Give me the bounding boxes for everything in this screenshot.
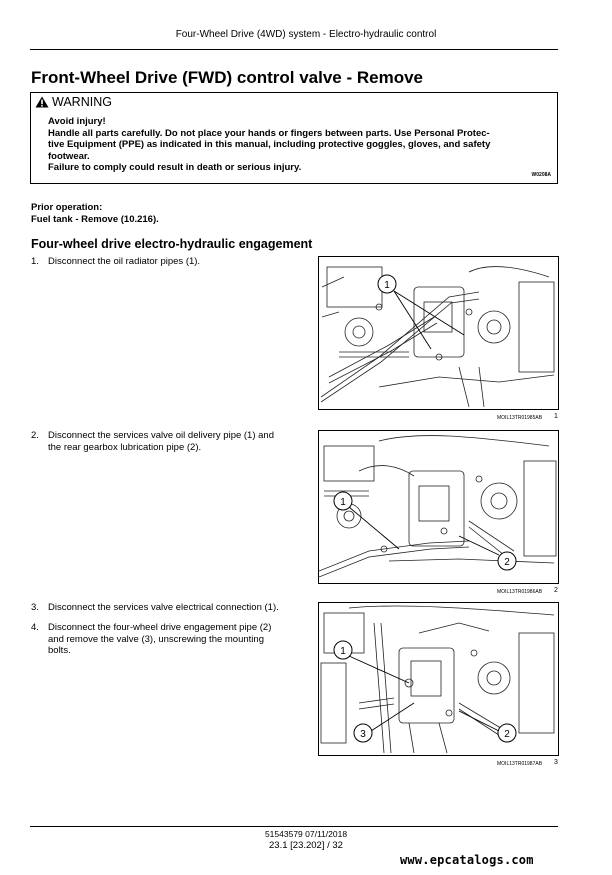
- figure-1-image: [318, 256, 559, 410]
- section-title: Four-wheel drive electro-hydraulic engagement: [31, 237, 313, 251]
- warning-code: W0208A: [531, 172, 551, 178]
- warning-line: Handle all parts carefully. Do not place your hands or fingers between parts. Use Personal Protec-: [48, 127, 490, 139]
- step-number: 1.: [31, 256, 39, 267]
- header-rule: [30, 49, 558, 50]
- prior-operation-text: Fuel tank - Remove (10.216).: [31, 213, 159, 225]
- figure-callout: 3: [360, 729, 366, 740]
- figure-2-image: [318, 430, 559, 584]
- step-number: 2.: [31, 430, 39, 441]
- step-text: [48, 430, 310, 453]
- footer-rule: [30, 826, 558, 827]
- warning-line: footwear.: [48, 150, 90, 162]
- step-line: Disconnect the services valve electrical connection (1).: [48, 602, 279, 613]
- step-line: bolts.: [48, 645, 71, 656]
- footer-doc-id: 51543579 07/11/2018: [264, 829, 348, 839]
- warning-triangle-icon: [35, 96, 49, 108]
- running-header: Four-Wheel Drive (4WD) system - Electro-hydraulic control: [175, 29, 437, 40]
- figure-callout: 2: [504, 557, 510, 568]
- figure-number: 3: [554, 759, 558, 766]
- step-number: 3.: [31, 602, 39, 613]
- step-number: 4.: [31, 622, 39, 633]
- figure-3-image: [318, 602, 559, 756]
- footer-page-number: 23.1 [23.202] / 32: [269, 840, 343, 851]
- watermark-link[interactable]: www.epcatalogs.com: [400, 853, 534, 867]
- warning-line: tive Equipment (PPE) as indicated in this manual, including protective goggles, gloves, and safety: [48, 139, 491, 151]
- figure-callout: 1: [340, 497, 346, 508]
- step-line: Disconnect the oil radiator pipes (1).: [48, 256, 201, 267]
- warning-header: [35, 95, 112, 109]
- prior-operation: [31, 202, 159, 225]
- figure-code: MOIL13TR01986AB: [497, 589, 543, 595]
- figure-number: 1: [554, 413, 558, 420]
- figure-callout: 2: [504, 729, 510, 740]
- warning-text: [48, 116, 548, 174]
- step-text: [48, 602, 310, 614]
- step-line: the rear gearbox lubrication pipe (2).: [48, 441, 202, 453]
- tractor-services-valve-illustration: [319, 431, 559, 584]
- step-text: [48, 256, 310, 268]
- page-title: Front-Wheel Drive (FWD) control valve - Remove: [31, 68, 423, 87]
- figure-callout: 1: [340, 646, 346, 657]
- figure-number: 2: [554, 587, 558, 594]
- figure-callout: 1: [384, 280, 390, 291]
- step-line: Disconnect the services valve oil delivery pipe (1) and: [48, 430, 274, 441]
- warning-line: Avoid injury!: [48, 116, 106, 127]
- step-line: Disconnect the four-wheel drive engagement pipe (2): [48, 622, 272, 633]
- step-text: [48, 622, 310, 657]
- figure-code: MOIL13TR01985AB: [497, 415, 543, 421]
- figure-code: MOIL13TR01987AB: [497, 761, 543, 767]
- step-line: and remove the valve (3), unscrewing the mounting: [48, 633, 264, 645]
- warning-box: [30, 92, 558, 184]
- prior-operation-label: Prior operation:: [31, 202, 103, 213]
- tractor-oil-radiator-illustration: [319, 257, 559, 410]
- tractor-4wd-valve-illustration: [319, 603, 559, 756]
- warning-label: WARNING: [52, 95, 112, 109]
- warning-line: Failure to comply could result in death or serious injury.: [48, 162, 302, 174]
